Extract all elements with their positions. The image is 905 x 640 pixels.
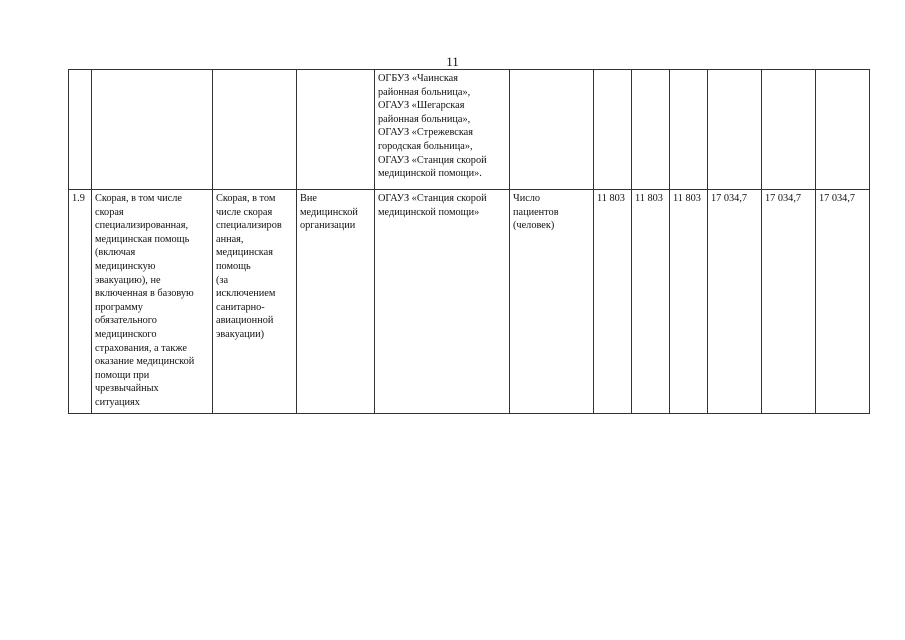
value-cell: 17 034,7 [762, 190, 816, 414]
care-type-cell: Скорая, в том числе скорая специализиров анная, медицинская помощь (за исключением санитарно- авиационной эвакуации) [213, 190, 297, 414]
care-type-cell [213, 70, 297, 190]
table-row [69, 70, 870, 190]
care-condition-cell [297, 70, 375, 190]
services-table [68, 69, 870, 414]
value-cell: 17 034,7 [708, 190, 762, 414]
organizations-cell: ОГБУЗ «Чаинская районная больница», ОГАУЗ «Шегарская районная больница», ОГАУЗ «Стрежевская городская больница», ОГАУЗ «Станция скорой медицинской помощи». [375, 70, 510, 190]
indicator-cell [510, 70, 594, 190]
value-cell: 11 803 [670, 190, 708, 414]
value-cell [708, 70, 762, 190]
organizations-cell: ОГАУЗ «Станция скорой медицинской помощи» [375, 190, 510, 414]
value-cell [762, 70, 816, 190]
value-cell: 11 803 [594, 190, 632, 414]
value-cell [632, 70, 670, 190]
table-row [69, 190, 870, 414]
care-condition-cell: Вне медицинской организации [297, 190, 375, 414]
row-number-cell [69, 70, 92, 190]
value-cell [670, 70, 708, 190]
indicator-cell: Число пациентов (человек) [510, 190, 594, 414]
page-number: 11 [446, 54, 459, 69]
value-cell: 11 803 [632, 190, 670, 414]
value-cell: 17 034,7 [816, 190, 870, 414]
care-name-cell [92, 70, 213, 190]
care-name-cell: Скорая, в том числе скорая специализированная, медицинская помощь (включая медицинскую эвакуацию), не включенная в базовую программу обязательного медицинского страхования, а также оказание медицинской помощи при чрезвычайных ситуациях [92, 190, 213, 414]
row-number-cell: 1.9 [69, 190, 92, 414]
value-cell [594, 70, 632, 190]
value-cell [816, 70, 870, 190]
